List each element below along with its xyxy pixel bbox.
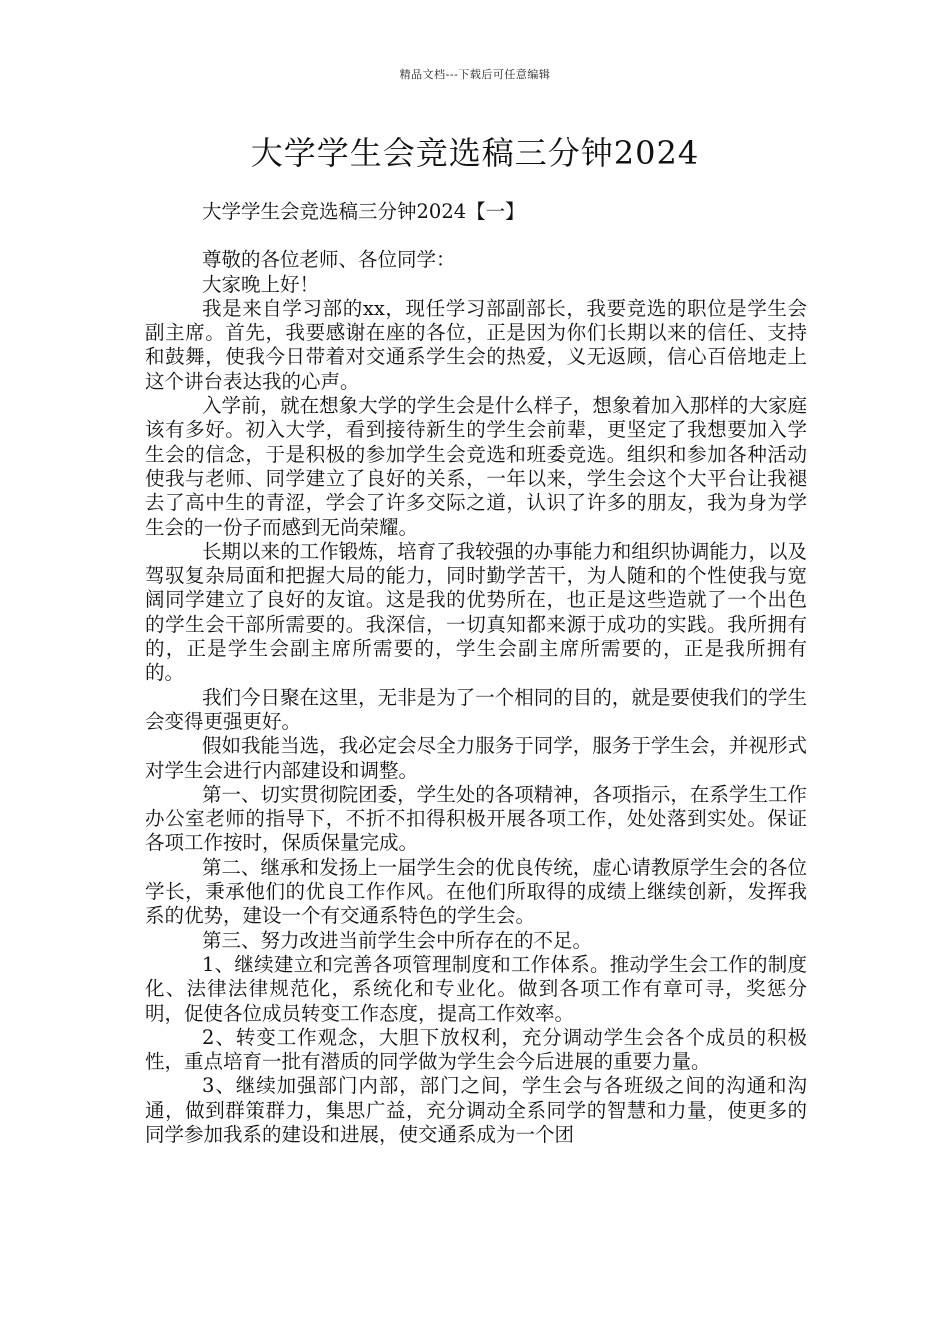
paragraph: 我是来自学习部的xx，现任学习部副部长，我要竞选的职位是学生会副主席。首先，我要感谢在座的各位，正是因为你们长期以来的信任、支持和鼓舞，使我今日带着对交通系学生会的热爱，义无返顾，信心百倍地走上这个讲台表达我的心声。 (145, 296, 807, 393)
paragraph: 第二、继承和发扬上一届学生会的优良传统，虚心请教原学生会的各位学长，秉承他们的优良工作作风。在他们所取得的成绩上继续创新，发挥我系的优势，建设一个有交通系特色的学生会。 (145, 855, 807, 928)
document-title: 大学学生会竞选稿三分钟2024 (250, 134, 700, 172)
greeting: 大家晚上好！ (202, 272, 320, 296)
paragraph: 入学前，就在想象大学的学生会是什么样子，想象着加入那样的大家庭该有多好。初入大学，看到接待新生的学生会前辈，更坚定了我想要加入学生会的信念，于是积极的参加学生会竞选和班委竞选。组织和参加各种活动使我与老师、同学建立了良好的关系，一年以来，学生会这个大平台让我褪去了高中生的青涩，学会了许多交际之道，认识了许多的朋友，我为身为学生会的一份子而感到无尚荣耀。 (145, 394, 807, 539)
paragraph: 1、继续建立和完善各项管理制度和工作体系。推动学生会工作的制度化、法律法律规范化，系统化和专业化。做到各项工作有章可寻，奖惩分明，促使各位成员转变工作态度，提高工作效率。 (145, 952, 807, 1025)
paragraph: 长期以来的工作锻炼，培育了我较强的办事能力和组织协调能力，以及驾驭复杂局面和把握大局的能力，同时勤学苦干，为人随和的个性使我与宽阔同学建立了良好的友谊。这是我的优势所在，也正是这些造就了一个出色的学生会干部所需要的。我深信，一切真知都来源于成功的实践。我所拥有的，正是学生会副主席所需要的，学生会副主席所需要的，正是我所拥有的。 (145, 539, 807, 685)
paragraph: 第一、切实贯彻院团委，学生处的各项精神，各项指示，在系学生工作办公室老师的指导下，不折不扣得积极开展各项工作，处处落到实处。保证各项工作按时，保质保量完成。 (145, 782, 807, 855)
paragraph: 我们今日聚在这里，无非是为了一个相同的目的，就是要使我们的学生会变得更强更好。 (145, 685, 807, 733)
paragraph: 2、转变工作观念，大胆下放权利，充分调动学生会各个成员的积极性，重点培育一批有潜质的同学做为学生会今后进展的重要力量。 (145, 1025, 807, 1074)
paragraph: 第三、努力改进当前学生会中所存在的不足。 (202, 928, 593, 952)
salutation: 尊敬的各位老师、各位同学： (202, 248, 456, 272)
header-note: 精品文档---下载后可任意编辑 (399, 68, 551, 81)
document-body (145, 200, 807, 1147)
paragraph: 3、继续加强部门内部，部门之间，学生会与各班级之间的沟通和沟通，做到群策群力，集思广益，充分调动全系同学的智慧和力量，使更多的同学参加我系的建设和进展，使交通系成为一个团 (145, 1074, 807, 1146)
paragraph: 假如我能当选，我必定会尽全力服务于同学，服务于学生会，并视形式对学生会进行内部建设和调整。 (145, 734, 807, 782)
section-subtitle: 大学学生会竞选稿三分钟2024【一】 (202, 200, 525, 223)
